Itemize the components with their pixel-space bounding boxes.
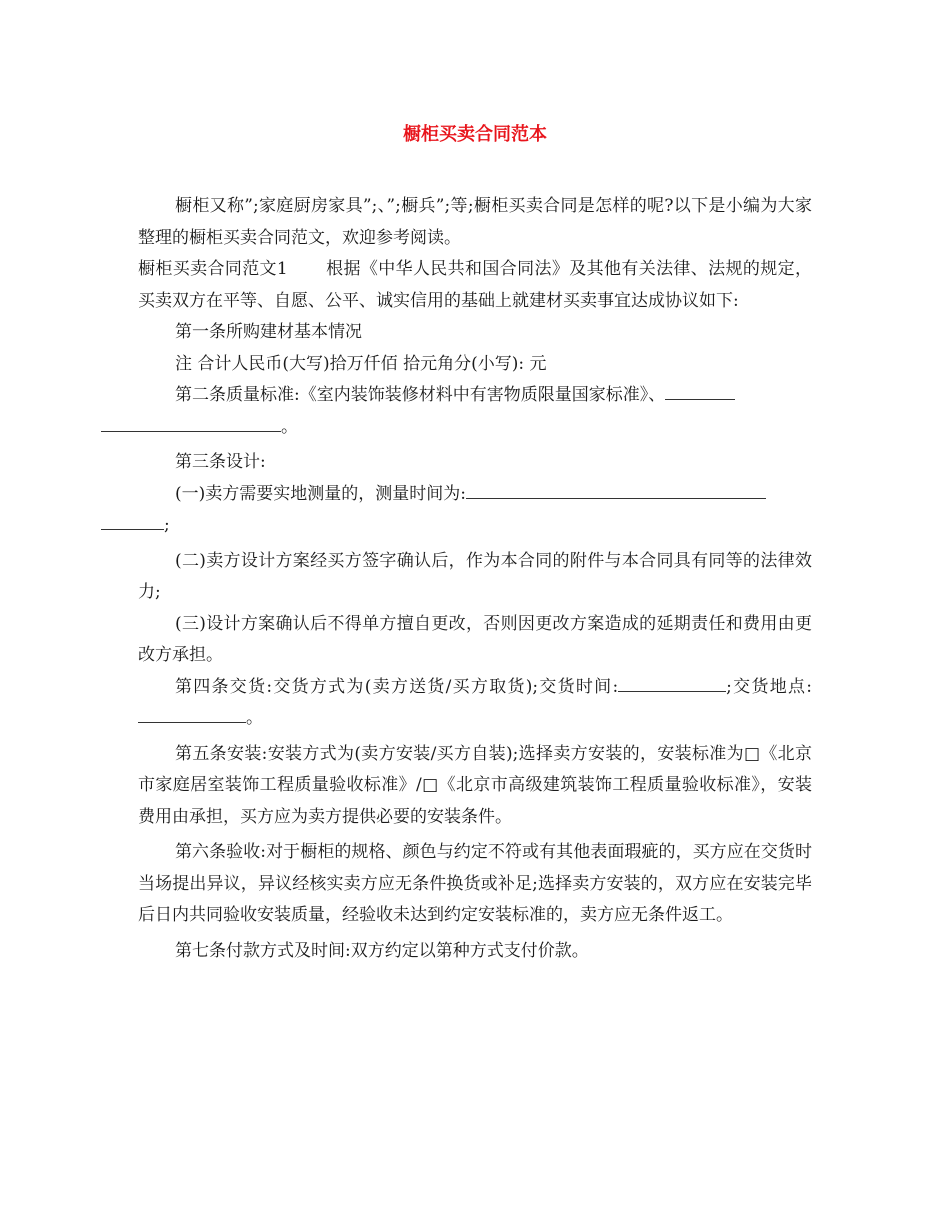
intro-paragraph: 橱柜又称”;家庭厨房家具”;、”;橱兵”;等;橱柜买卖合同是怎样的呢?以下是小编为大家整理的橱柜买卖合同范文，欢迎参考阅读。: [138, 196, 812, 248]
blank-line: [618, 674, 726, 692]
article-3-item-1-text: (一)卖方需要实地测量的，测量时间为:: [175, 483, 466, 504]
article-2-text: 第二条质量标准:《室内装饰装修材料中有害物质限量国家标准》、: [175, 385, 666, 405]
article-3-item-2: (二)卖方设计方案经买方签字确认后，作为本合同的附件与本合同具有同等的法律效力;: [138, 550, 812, 602]
article-7: 第七条付款方式及时间:双方约定以第种方式支付价款。: [175, 940, 589, 961]
article-4-text: 第四条交货:交货方式为(卖方送货/买方取货);交货时间:: [175, 676, 619, 697]
blank-line: [466, 481, 766, 499]
blank-line: [101, 512, 164, 530]
article-3-item-3: (三)设计方案确认后不得单方擅自更改，否则因更改方案造成的延期责任和费用由更改方承担。: [138, 613, 812, 665]
price-note: 注 合计人民币(大写)拾万仟佰 拾元角分(小写): 元: [175, 353, 547, 374]
article-3-item-1: [138, 479, 812, 542]
article-2: [138, 380, 812, 443]
document-title: 橱柜买卖合同范本: [403, 124, 547, 145]
article-4-location: ;交货地点:: [726, 676, 812, 697]
blank-line: [101, 414, 281, 432]
document-body: [138, 191, 812, 967]
sample-label: 橱柜买卖合同范文1: [138, 259, 288, 279]
article-4: [138, 672, 812, 735]
blank-line: [665, 382, 735, 400]
sample-paragraph: [138, 254, 812, 317]
article-5: 第五条安装:安装方式为(卖方安装/买方自装);选择卖方安装的，安装标准为□《北京市家庭居室装饰工程质量验收标准》/□《北京市高级建筑装饰工程质量验收标准》，安装费用由承担，买方应为卖方提供必要的安装条件。: [138, 743, 812, 827]
article-6: 第六条验收:对于橱柜的规格、颜色与约定不符或有其他表面瑕疵的，买方应在交货时当场提出异议，异议经核实卖方应无条件换货或补足;选择卖方安装的，双方应在安装完毕后日内共同验收安装质量，经验收未达到约定安装标准的，卖方应无条件返工。: [138, 842, 812, 925]
article-4-end: 。: [246, 708, 263, 728]
article-3-heading: 第三条设计:: [175, 452, 266, 472]
blank-line: [138, 705, 246, 723]
sample-text: 根据《中华人民共和国合同法》及其他有关法律、法规的规定，买卖双方在平等、自愿、公平、诚实信用的基础上就建材买卖事宜达成协议如下:: [138, 259, 812, 311]
article-1: 第一条所购建材基本情况: [175, 322, 362, 342]
article-2-end: 。: [281, 416, 298, 437]
article-3-item-1-end: ;: [164, 515, 170, 535]
